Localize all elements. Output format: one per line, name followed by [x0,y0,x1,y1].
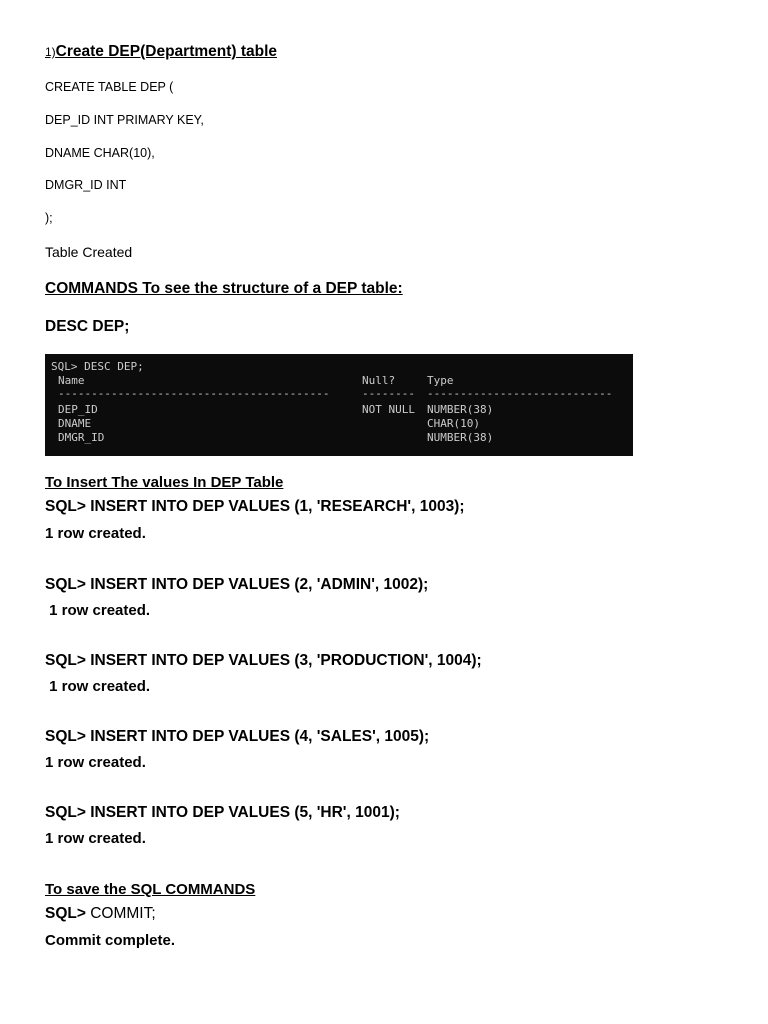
terminal-row-null: NOT NULL [362,403,415,416]
code-line: DNAME CHAR(10), [45,146,155,160]
terminal-separator-name: ----------------------------------------- [58,387,330,400]
section-heading-structure: COMMANDS To see the structure of a DEP table: [45,280,403,297]
terminal-header-name: Name [58,374,85,387]
terminal-row-type: NUMBER(38) [427,431,494,444]
terminal-row-name: DNAME [58,417,92,430]
insert-command: SQL> INSERT INTO DEP VALUES (1, 'RESEARCH', 1003); [45,498,465,515]
insert-command: SQL> INSERT INTO DEP VALUES (4, 'SALES', 1005); [45,728,430,745]
insert-result: 1 row created. [45,754,146,771]
sql-prompt: SQL> [45,905,86,922]
section-number: 1) [45,45,56,59]
insert-result: 1 row created. [45,830,146,847]
result-text: Table Created [45,244,133,260]
section-heading-insert: To Insert The values In DEP Table [45,474,284,491]
terminal-separator-null: -------- [362,387,415,400]
terminal-header-null: Null? [362,374,396,387]
terminal-separator-type: ---------------------------- [427,387,613,400]
terminal-prompt-line: SQL> DESC DEP; [51,360,144,373]
insert-command: SQL> INSERT INTO DEP VALUES (3, 'PRODUCTION', 1004); [45,652,482,669]
section-heading-create-table [45,43,277,61]
insert-result: 1 row created. [45,525,146,542]
insert-command: SQL> INSERT INTO DEP VALUES (2, 'ADMIN', 1002); [45,576,429,593]
commit-command: COMMIT; [85,905,156,922]
terminal-row-type: CHAR(10) [427,417,480,430]
insert-result: 1 row created. [45,602,151,619]
desc-command: DESC DEP; [45,318,130,335]
insert-command: SQL> INSERT INTO DEP VALUES (5, 'HR', 1001); [45,804,400,821]
commit-command-line [45,905,156,923]
insert-result: 1 row created. [45,678,151,695]
section-heading-save: To save the SQL COMMANDS [45,881,256,898]
code-line: ); [45,211,53,225]
terminal-row-name: DEP_ID [58,403,98,416]
section-heading-text: Create DEP(Department) table [55,43,278,60]
terminal-screenshot [45,354,633,456]
code-line: CREATE TABLE DEP ( [45,80,174,94]
terminal-row-name: DMGR_ID [58,431,105,444]
terminal-row-type: NUMBER(38) [427,403,494,416]
code-line: DEP_ID INT PRIMARY KEY, [45,113,204,127]
terminal-header-type: Type [427,374,454,387]
code-line: DMGR_ID INT [45,178,127,192]
commit-result: Commit complete. [45,932,176,949]
